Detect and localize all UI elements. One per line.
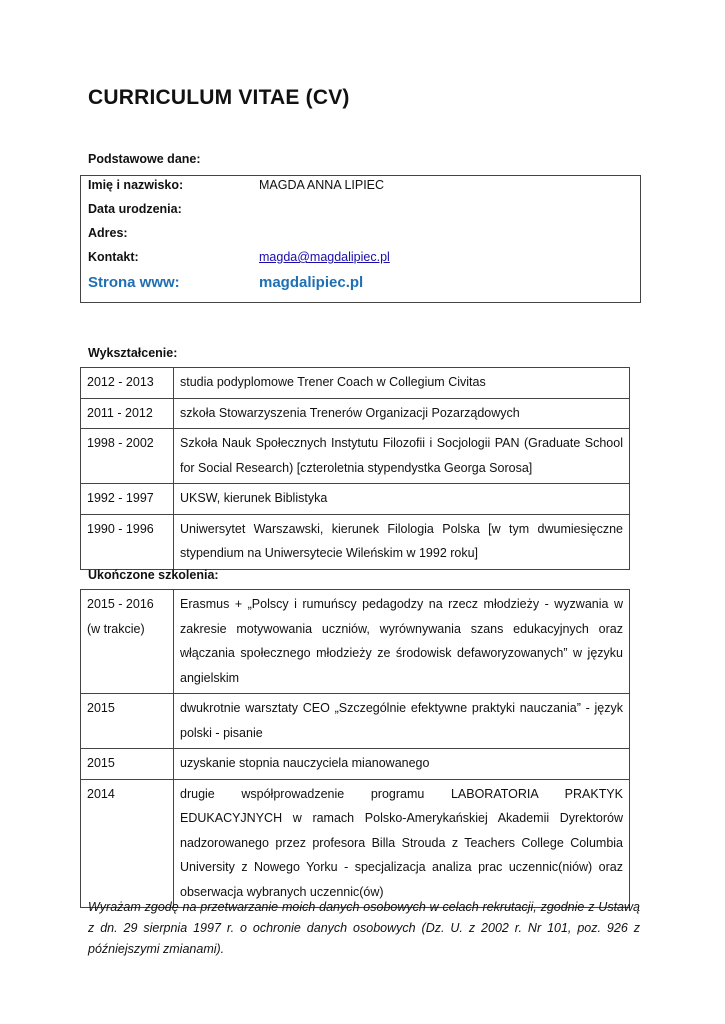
website-label: Strona www: — [88, 274, 180, 291]
education-years: 2011 - 2012 — [81, 398, 174, 429]
education-text: UKSW, kierunek Biblistyka — [174, 484, 630, 515]
dob-row — [81, 202, 640, 226]
training-years: 2015 — [81, 749, 174, 780]
training-text: dwukrotnie warsztaty CEO „Szczególnie efektywne praktyki nauczania” - język polski - pisanie — [174, 694, 630, 749]
training-years: 2015 - 2016 — [87, 597, 154, 611]
website-value[interactable]: magdalipiec.pl — [259, 274, 364, 291]
education-years: 1992 - 1997 — [81, 484, 174, 515]
education-table — [80, 367, 630, 570]
contact-email-link[interactable]: magda@magdalipiec.pl — [259, 250, 390, 264]
education-text: Uniwersytet Warszawski, kierunek Filologia Polska [w tym dwumiesięczne stypendium na Uniwersytecie Wileńskim w 1992 roku] — [174, 514, 630, 569]
address-row — [81, 226, 640, 250]
training-status-note: (w trakcie) — [87, 621, 145, 636]
training-years-cell — [81, 590, 174, 694]
page-title: CURRICULUM VITAE (CV) — [88, 86, 350, 109]
training-years: 2015 — [81, 694, 174, 749]
table-row — [81, 590, 630, 694]
basic-data-box — [80, 175, 641, 303]
table-row — [81, 368, 630, 399]
website-row — [81, 274, 640, 298]
education-years: 2012 - 2013 — [81, 368, 174, 399]
table-row — [81, 398, 630, 429]
training-years: 2014 — [81, 779, 174, 908]
name-value: MAGDA ANNA LIPIEC — [259, 178, 385, 192]
education-text: szkoła Stowarzyszenia Trenerów Organizacji Pozarządowych — [174, 398, 630, 429]
table-row — [81, 429, 630, 484]
name-row — [81, 178, 640, 202]
education-heading: Wykształcenie: — [88, 346, 178, 360]
training-text: uzyskanie stopnia nauczyciela mianowanego — [174, 749, 630, 780]
education-years: 1990 - 1996 — [81, 514, 174, 569]
trainings-heading: Ukończone szkolenia: — [88, 568, 219, 582]
dob-label: Data urodzenia: — [88, 202, 182, 216]
contact-row — [81, 250, 640, 274]
table-row — [81, 694, 630, 749]
trainings-table — [80, 589, 630, 908]
training-text: drugie współprowadzenie programu LABORATORIA PRAKTYK EDUKACYJNYCH w ramach Polsko-Amerykańskiej Akademii Dyrektorów nadzorowanego przez profesora Billa Strouda z Teachers College Columbia University z Nowego Yorku - specjalizacja analiza prac uczennic(niów) oraz obserwacja wybranych uczennic(ów) — [174, 779, 630, 908]
table-row — [81, 749, 630, 780]
gdpr-consent-clause: Wyrażam zgodę na przetwarzanie moich danych osobowych w celach rekrutacji, zgodnie z Ustawą z dn. 29 sierpnia 1997 r. o ochronie danych osobowych (Dz. U. z 2002 r. Nr 101, poz. 926 z późniejszymi zmianami). — [88, 900, 640, 956]
contact-label: Kontakt: — [88, 250, 139, 264]
table-row — [81, 514, 630, 569]
table-row — [81, 484, 630, 515]
table-row — [81, 779, 630, 908]
education-text: Szkoła Nauk Społecznych Instytutu Filozofii i Socjologii PAN (Graduate School for Social Research) [czteroletnia stypendystka Georga Sorosa] — [174, 429, 630, 484]
basic-data-heading: Podstawowe dane: — [88, 152, 201, 166]
name-label: Imię i nazwisko: — [88, 178, 184, 192]
education-years: 1998 - 2002 — [81, 429, 174, 484]
training-text: Erasmus + „Polscy i rumuńscy pedagodzy na rzecz młodzieży - wyzwania w zakresie motywowania uczniów, wyrównywania szans edukacyjnych oraz włączania społecznego młodzieży ze środowisk defaworyzowanych” w języku angielskim — [174, 590, 630, 694]
address-label: Adres: — [88, 226, 128, 240]
education-text: studia podyplomowe Trener Coach w Collegium Civitas — [174, 368, 630, 399]
